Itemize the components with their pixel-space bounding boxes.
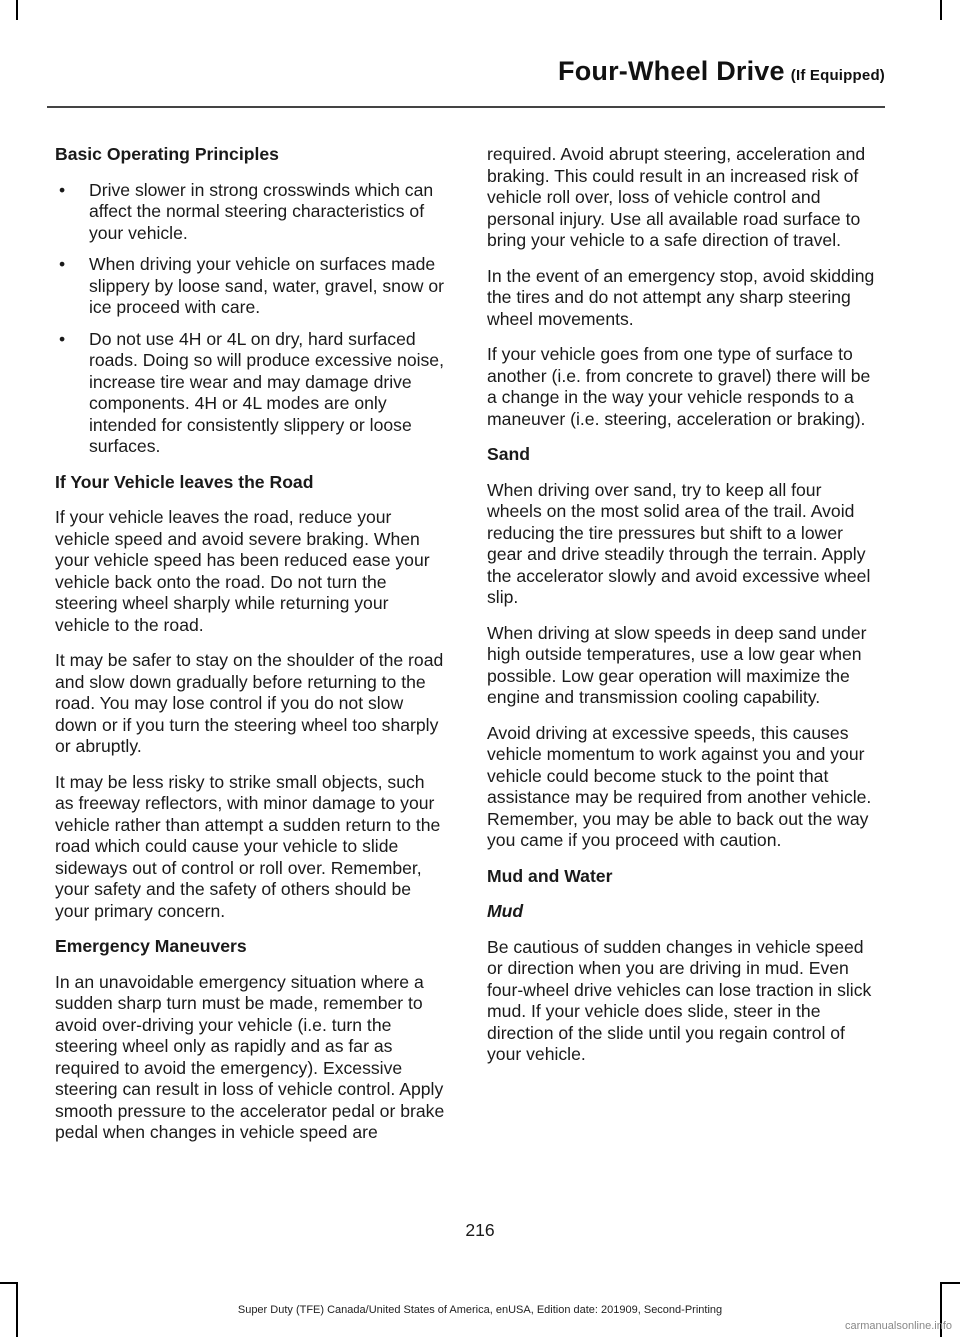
- page-header: [0, 56, 885, 87]
- heading-sand: Sand: [487, 444, 531, 464]
- header-subtitle: (If Equipped): [790, 67, 885, 84]
- crop-mark-top-left: [16, 0, 18, 20]
- crop-mark-bottom-left-h: [0, 1282, 18, 1284]
- paragraph: In the event of an emergency stop, avoid skidding the tires and do not attempt any sharp steering wheel movements.: [487, 265, 875, 329]
- page-number: 216: [465, 1220, 495, 1240]
- heading-vehicle-leaves-road: If Your Vehicle leaves the Road: [55, 471, 314, 492]
- watermark: carmanualsonline.info: [844, 1320, 952, 1332]
- subheading-mud: Mud: [487, 901, 524, 921]
- list-item-text: When driving your vehicle on surfaces made slippery by loose sand, water, gravel, snow or ice proceed with care.: [89, 254, 444, 317]
- list-item: [55, 254, 447, 319]
- paragraph: It may be safer to stay on the shoulder of the road and slow down gradually before returning to the road. You may lose control if you do not slow down or if you turn the steering wheel too sharply or abruptly.: [55, 650, 444, 756]
- paragraph: If your vehicle leaves the road, reduce your vehicle speed and avoid severe braking. When your vehicle speed has been reduced ease your vehicle back onto the road. Do not turn the steering wheel sharply while returning your vehicle to the road.: [55, 507, 430, 635]
- bullet-icon: •: [59, 254, 66, 274]
- heading-mud-and-water: Mud and Water: [487, 865, 613, 886]
- left-column: [55, 144, 447, 1158]
- list-item-text: Drive slower in strong crosswinds which can affect the normal steering characteristics of your vehicle.: [89, 179, 434, 243]
- list-item: [55, 180, 447, 245]
- paragraph: required. Avoid abrupt steering, acceleration and braking. This could result in an increased risk of vehicle roll over, loss of vehicle control and personal injury. Use all available road surface to bring your vehicle to a safe direction of travel.: [487, 144, 866, 250]
- paragraph: Avoid driving at excessive speeds, this causes vehicle momentum to work against you and your vehicle could become stuck to the point that assistance may be required from another vehicle. Remember, you may be able to back out the way you came if you proceed with caution.: [487, 722, 872, 850]
- bullet-list: [55, 180, 447, 458]
- list-item-text: Do not use 4H or 4L on dry, hard surfaced roads. Doing so will produce excessive noise, increase tire wear and may damage drive components. 4H or 4L modes are only intended for consistently slippery or loose surfaces.: [89, 328, 444, 456]
- footer-text: Super Duty (TFE) Canada/United States of America, enUSA, Edition date: 201909, Second-Printing: [237, 1304, 723, 1316]
- header-title: Four-Wheel Drive: [558, 56, 785, 86]
- paragraph: When driving at slow speeds in deep sand under high outside temperatures, use a low gear when possible. Low gear operation will maximize the engine and transmission cooling capability.: [487, 622, 867, 707]
- bullet-icon: •: [59, 328, 66, 349]
- paragraph: Be cautious of sudden changes in vehicle speed or direction when you are driving in mud. Even four-wheel drive vehicles can lose traction in slick mud. If your vehicle does slide, steer in the direction of the slide until you regain control of your vehicle.: [487, 936, 872, 1064]
- paragraph: If your vehicle goes from one type of surface to another (i.e. from concrete to gravel) there will be a change in the way your vehicle responds to a maneuver (i.e. steering, acceleration or braking).: [487, 344, 871, 429]
- crop-mark-top-right: [940, 0, 942, 20]
- bullet-icon: •: [59, 179, 66, 200]
- paragraph: It may be less risky to strike small objects, such as freeway reflectors, with minor damage to your vehicle rather than attempt a sudden return to the road which could cause your vehicle to slide sideways out of control or roll over. Remember, your safety and the safety of others should be your primary concern.: [55, 771, 441, 921]
- right-column: [487, 144, 879, 1080]
- paragraph: In an unavoidable emergency situation where a sudden sharp turn must be made, remember to avoid over-driving your vehicle (i.e. turn the steering wheel only as rapidly and as far as required to avoid the emergency). Excessive steering can result in loss of vehicle control. Apply smooth pressure to the accelerator pedal or brake pedal when changes in vehicle speed are: [55, 971, 445, 1142]
- header-rule: [47, 106, 885, 108]
- heading-basic-operating-principles: Basic Operating Principles: [55, 144, 279, 164]
- heading-emergency-maneuvers: Emergency Maneuvers: [55, 936, 247, 956]
- crop-mark-bottom-right-h: [940, 1282, 960, 1284]
- paragraph: When driving over sand, try to keep all four wheels on the most solid area of the trail. Avoid reducing the tire pressures but shift to a lower gear and drive steadily through the terrain. Apply the accelerator slowly and avoid excessive wheel slip.: [487, 479, 871, 607]
- list-item: [55, 329, 447, 458]
